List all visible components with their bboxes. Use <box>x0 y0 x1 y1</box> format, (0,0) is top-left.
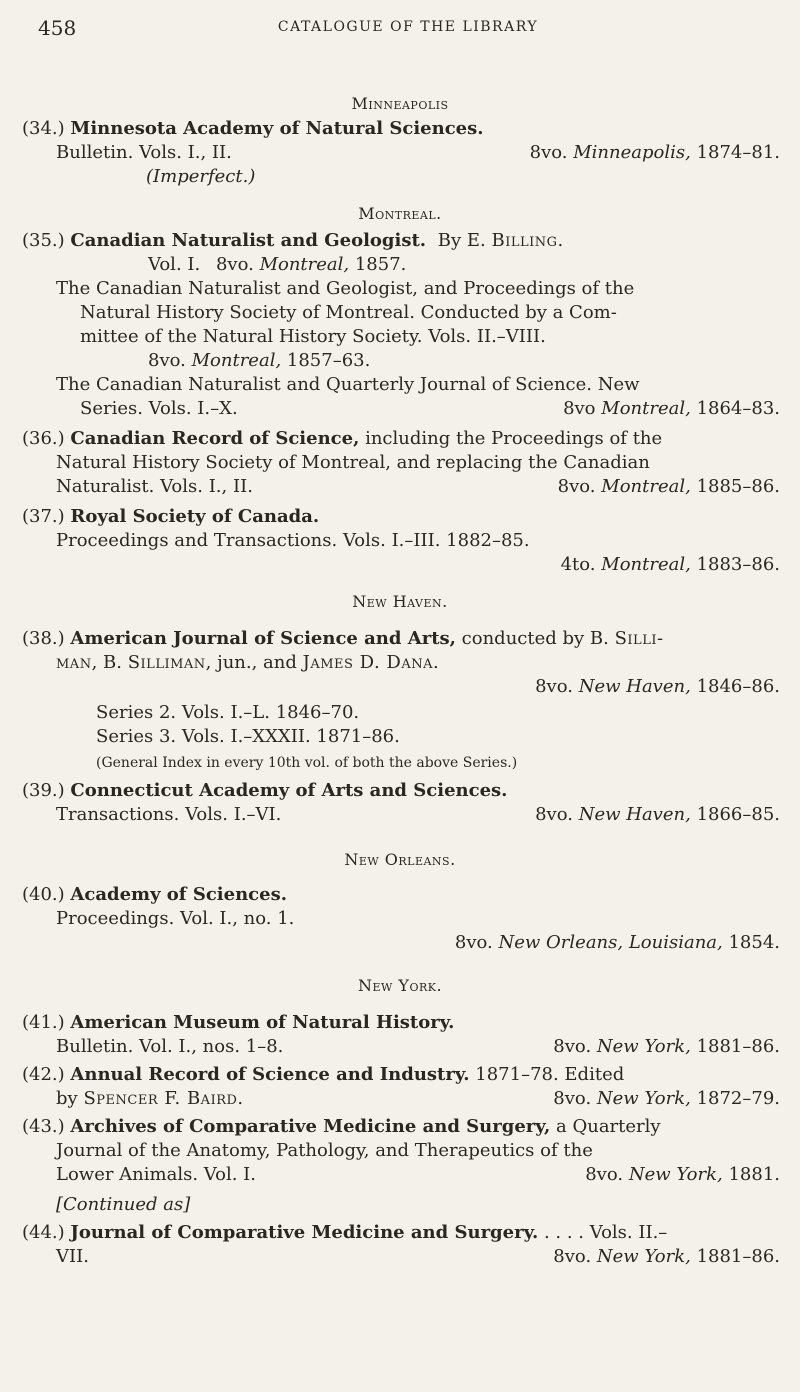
entry-number: (44.) <box>22 1222 65 1243</box>
author-name: Billing. <box>491 230 564 251</box>
entry-39-title-line <box>22 780 507 802</box>
volume: Vol. I. <box>148 254 201 275</box>
entry-44-line-2: VII. <box>56 1246 89 1267</box>
entry-36-line-2: Natural History Society of Montreal, and replacing the Canadian <box>56 452 650 473</box>
entry-36-line-3: Naturalist. Vols. I., II. <box>56 476 253 497</box>
entry-title: Canadian Record of Science, <box>70 428 360 449</box>
entry-38-index-note: (General Index in every 10th vol. of both the above Series.) <box>96 755 518 771</box>
format: 8vo. <box>553 1246 592 1267</box>
entry-34-note <box>146 166 255 188</box>
entry-title: Minnesota Academy of Natural Sciences. <box>70 118 484 139</box>
entry-38-series-2: Series 2. Vols. I.–L. 1846–70. <box>96 702 360 723</box>
imprint-place: New Orleans, Louisiana, <box>498 932 723 953</box>
entry-title: Archives of Comparative Medicine and Surgery, <box>70 1116 551 1137</box>
format: 8vo. <box>215 254 254 275</box>
entry-42-title-line <box>22 1064 624 1086</box>
entry-title-rest: a Quarterly <box>556 1116 661 1137</box>
imprint-place: Montreal, <box>601 476 691 497</box>
imprint-years: 1857–63. <box>286 350 371 371</box>
entry-35-sub1-imprint <box>148 350 370 372</box>
entry-number: (43.) <box>22 1116 65 1137</box>
entry-title-rest: 1871–78. Edited <box>475 1064 625 1085</box>
entry-title-rest: conducted by B. <box>461 628 609 649</box>
entry-39-line-2: Transactions. Vols. I.–VI. <box>56 804 282 825</box>
imprint-place: Montreal, <box>259 254 350 275</box>
section-heading-minneapolis: Minneapolis <box>351 94 449 113</box>
format: 8vo. <box>535 804 573 825</box>
entry-35-sub1-line3: mittee of the Natural History Society. Vols. II.–VIII. <box>80 326 546 347</box>
entry-43-line-2: Journal of the Anatomy, Pathology, and Therapeutics of the <box>56 1140 593 1161</box>
imprint-place: Minneapolis, <box>573 142 691 163</box>
imprint-years: 1881. <box>728 1164 780 1185</box>
entry-40-line-2: Proceedings. Vol. I., no. 1. <box>56 908 295 929</box>
format: 8vo. <box>553 1088 592 1109</box>
imprint-place: Montreal, <box>601 554 691 575</box>
by-text: by <box>56 1088 78 1109</box>
entry-38-authors-line <box>56 652 439 674</box>
author-name: James D. Dana. <box>302 652 440 673</box>
entry-41-line-2: Bulletin. Vol. I., nos. 1–8. <box>56 1036 284 1057</box>
entry-35-sub2-imprint <box>0 398 780 420</box>
entry-number: (37.) <box>22 506 65 527</box>
section-heading-montreal: Montreal. <box>358 204 442 223</box>
entry-43-continued-note <box>56 1194 190 1216</box>
entry-38-title-line <box>22 628 664 650</box>
entry-title: Connecticut Academy of Arts and Sciences. <box>70 780 508 801</box>
entry-38-series-3: Series 3. Vols. I.–XXXII. 1871–86. <box>96 726 400 747</box>
entry-number: (38.) <box>22 628 65 649</box>
entry-37-line-2: Proceedings and Transactions. Vols. I.–III. 1882–85. <box>56 530 530 551</box>
author-name: Spencer F. Baird. <box>83 1088 244 1109</box>
imprint-place: New York, <box>596 1246 691 1267</box>
section-heading-new-york: New York. <box>357 976 443 995</box>
section-heading-new-haven: New Haven. <box>352 592 448 611</box>
entry-36-title-line <box>22 428 662 450</box>
continued-as: [Continued as] <box>56 1194 191 1215</box>
entry-41-title-line <box>22 1012 454 1034</box>
imprint-place: Montreal, <box>191 350 282 371</box>
entry-number: (35.) <box>22 230 65 251</box>
entry-40-imprint <box>0 932 780 954</box>
entry-title: Royal Society of Canada. <box>70 506 320 527</box>
entry-title: Canadian Naturalist and Geologist. <box>70 230 427 251</box>
entry-37-title-line <box>22 506 319 528</box>
format: 8vo <box>563 398 596 419</box>
format: 8vo. <box>535 676 573 697</box>
entry-35-sub2-line2: Series. Vols. I.–X. <box>80 398 238 419</box>
format: 8vo. <box>148 350 186 371</box>
imprint-years: 1846–86. <box>696 676 780 697</box>
entry-34-title-line <box>22 118 484 140</box>
entry-37-imprint <box>0 554 780 576</box>
by-text: By E. <box>437 230 486 251</box>
imprint-place: New Haven, <box>578 804 691 825</box>
entry-40-title-line <box>22 884 287 906</box>
imprint-place: New York, <box>596 1036 691 1057</box>
entry-35-vol-line <box>148 254 406 276</box>
entry-number: (40.) <box>22 884 65 905</box>
author-suffix: , jun., and <box>205 652 297 673</box>
page-header <box>38 16 778 42</box>
author-name: Silliman <box>127 652 206 673</box>
format: 8vo. <box>585 1164 624 1185</box>
imprint-years: 1866–85. <box>696 804 780 825</box>
entry-38-imprint <box>0 676 780 698</box>
entry-44-title-line <box>22 1222 667 1244</box>
entry-44-imprint <box>0 1246 780 1268</box>
imprint-years: 1883–86. <box>696 554 780 575</box>
entry-number: (34.) <box>22 118 65 139</box>
entry-number: (36.) <box>22 428 65 449</box>
imprint-years: 1885–86. <box>696 476 780 497</box>
entry-number: (42.) <box>22 1064 65 1085</box>
entry-by <box>438 230 564 251</box>
entry-title: Academy of Sciences. <box>70 884 287 905</box>
imprint-years: 1854. <box>728 932 780 953</box>
entry-35-sub2-line1: The Canadian Naturalist and Quarterly Journal of Science. New <box>56 374 640 395</box>
entry-title: Journal of Comparative Medicine and Surgery. <box>70 1222 539 1243</box>
format: 8vo. <box>454 932 493 953</box>
entry-number: (41.) <box>22 1012 65 1033</box>
entry-43-imprint <box>0 1164 780 1186</box>
entry-title: American Museum of Natural History. <box>70 1012 455 1033</box>
entry-42-imprint <box>0 1088 780 1110</box>
entry-43-line-3: Lower Animals. Vol. I. <box>56 1164 256 1185</box>
entry-34-line-2: Bulletin. Vols. I., II. <box>56 142 232 163</box>
imprint-place: New Haven, <box>578 676 691 697</box>
entry-35-sub1-line1: The Canadian Naturalist and Geologist, and Proceedings of the <box>56 278 635 299</box>
entry-41-imprint <box>0 1036 780 1058</box>
imprint-place: New York, <box>596 1088 691 1109</box>
entry-43-title-line <box>22 1116 661 1138</box>
format: 8vo. <box>553 1036 592 1057</box>
imprint-years: 1881–86. <box>696 1246 780 1267</box>
section-heading-new-orleans: New Orleans. <box>344 850 456 869</box>
imprint-years: 1872–79. <box>696 1088 780 1109</box>
entry-title-rest: including the Proceedings of the <box>365 428 663 449</box>
entry-title: American Journal of Science and Arts, <box>70 628 456 649</box>
author-name-end: man <box>56 652 92 673</box>
page-number: 458 <box>38 16 77 40</box>
entry-36-imprint <box>0 476 780 498</box>
imprint-years: 1874–81. <box>696 142 780 163</box>
author-name-start: Silli- <box>614 628 664 649</box>
entry-title-rest: . . . . Vols. II.– <box>543 1222 668 1243</box>
imprint-place: New York, <box>628 1164 723 1185</box>
format: 4to. <box>560 554 596 575</box>
format: 8vo. <box>529 142 568 163</box>
entry-39-imprint <box>0 804 780 826</box>
entry-title: Annual Record of Science and Industry. <box>70 1064 470 1085</box>
entry-35-sub1-line2: Natural History Society of Montreal. Conducted by a Com- <box>80 302 617 323</box>
imprint-years: 1864–83. <box>696 398 780 419</box>
imperfect-note: (Imperfect.) <box>146 166 256 187</box>
imprint-years: 1881–86. <box>696 1036 780 1057</box>
author-initial: , B. <box>91 652 122 673</box>
entry-number: (39.) <box>22 780 65 801</box>
imprint-place: Montreal, <box>601 398 691 419</box>
imprint-years: 1857. <box>354 254 407 275</box>
entry-35-title-line <box>22 230 564 252</box>
format: 8vo. <box>557 476 596 497</box>
running-head: CATALOGUE OF THE LIBRARY <box>277 19 539 35</box>
entry-34-imprint <box>0 142 780 164</box>
